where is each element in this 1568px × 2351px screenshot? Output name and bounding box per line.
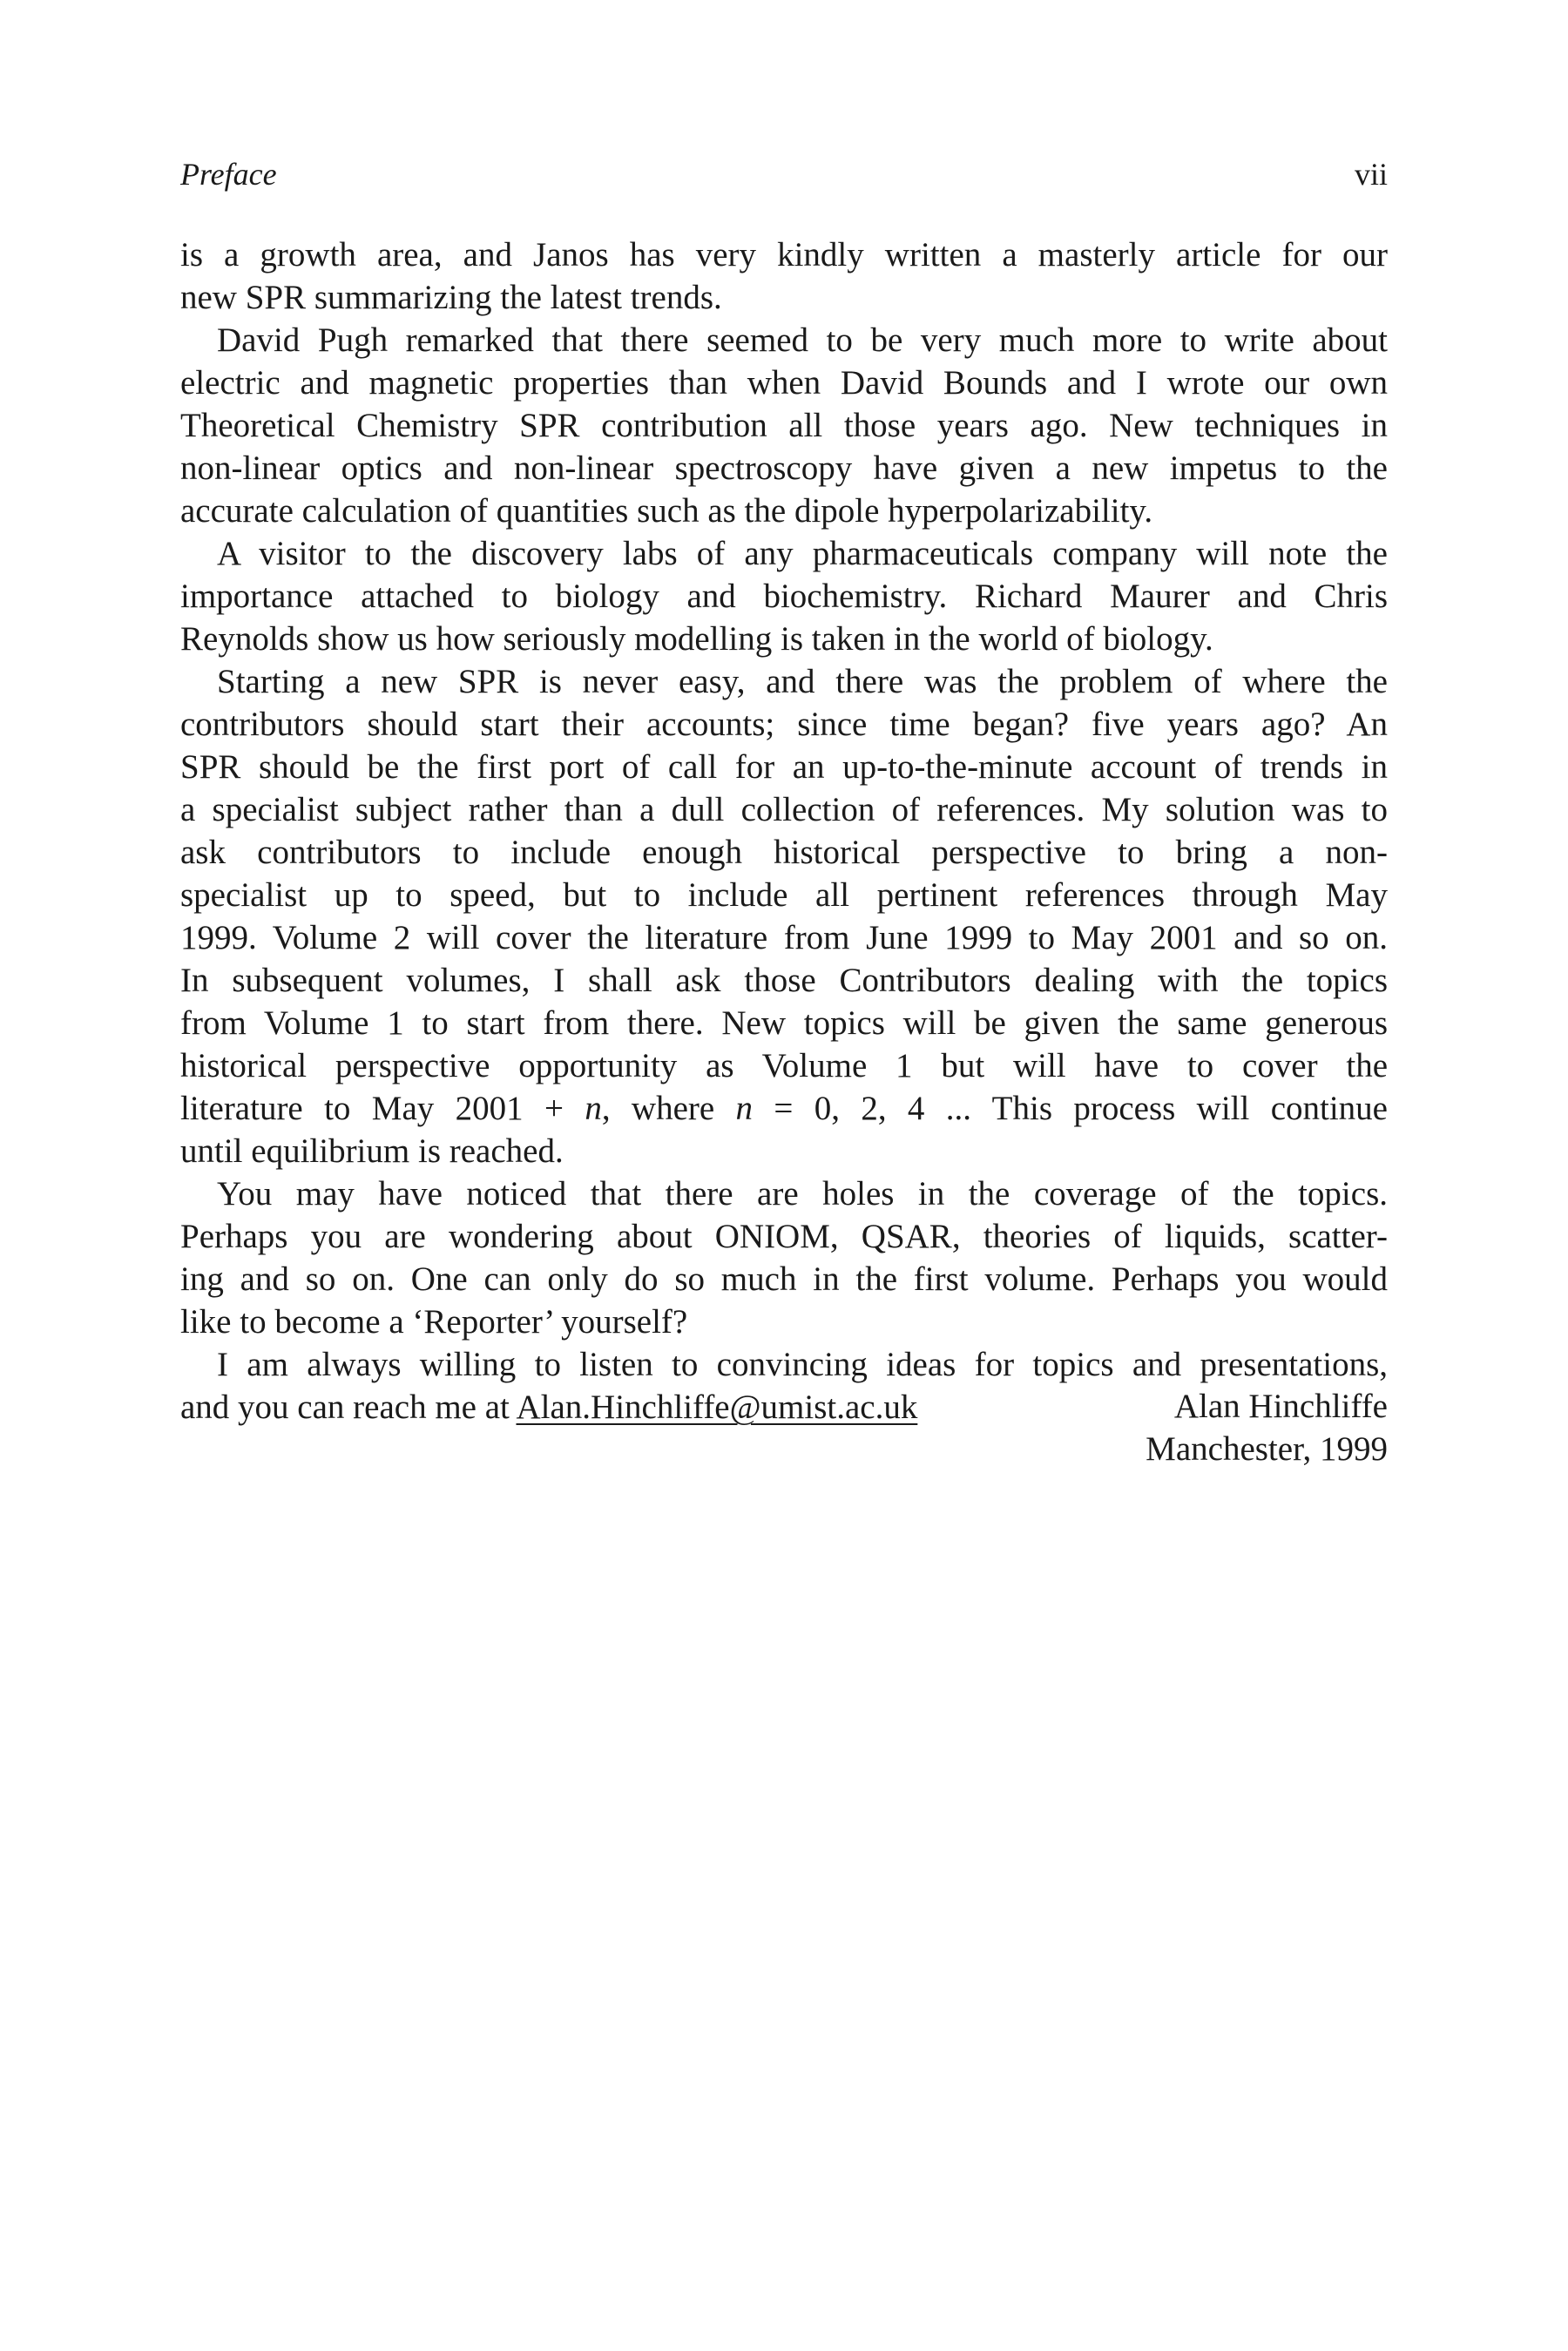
- text-line: specialist up to speed, but to include all pertinent references through May: [180, 876, 1388, 914]
- text-line: historical perspective opportunity as Volume 1 but will have to cover the: [180, 1047, 1388, 1084]
- text-line: electric and magnetic properties than when David Bounds and I wrote our own: [180, 364, 1388, 402]
- text-line: accurate calculation of quantities such as the dipole hyperpolarizability.: [180, 492, 1153, 530]
- text-line: I am always willing to listen to convincing ideas for topics and presentations,: [217, 1346, 1388, 1383]
- text-line: SPR should be the first port of call for an up-to-the-minute account of trends in: [180, 748, 1388, 786]
- running-head: [180, 153, 1388, 195]
- text-line: importance attached to biology and biochemistry. Richard Maurer and Chris: [180, 578, 1388, 615]
- text-line: from Volume 1 to start from there. New topics will be given the same generous: [180, 1004, 1388, 1042]
- text-line: Perhaps you are wondering about ONIOM, QSAR, theories of liquids, scatter-: [180, 1218, 1388, 1255]
- text-line: You may have noticed that there are holes in the coverage of the topics.: [217, 1175, 1388, 1213]
- text-line: new SPR summarizing the latest trends.: [180, 279, 722, 316]
- preface-body: [180, 233, 1388, 1429]
- text-line: David Pugh remarked that there seemed to be very much more to write about: [217, 321, 1388, 359]
- signature-block: [1146, 1385, 1388, 1470]
- page-number: vii: [1354, 157, 1388, 192]
- text-line: In subsequent volumes, I shall ask those Contributors dealing with the topics: [180, 962, 1388, 999]
- text-line: until equilibrium is reached.: [180, 1132, 564, 1170]
- running-head-title: Preface: [180, 157, 277, 192]
- text-line: ask contributors to include enough historical perspective to bring a non-: [180, 834, 1388, 871]
- text-line: A visitor to the discovery labs of any pharmaceuticals company will note the: [217, 535, 1388, 572]
- text-line: contributors should start their accounts; since time began? five years ago? An: [180, 706, 1388, 743]
- variable-n: n: [585, 1090, 602, 1127]
- email-link[interactable]: Alan.Hinchliffe@umist.ac.uk: [516, 1388, 918, 1426]
- text-line: 1999. Volume 2 will cover the literature from June 1999 to May 2001 and so on.: [180, 919, 1388, 956]
- text-line: Reynolds show us how seriously modelling is taken in the world of biology.: [180, 620, 1213, 658]
- variable-n: n: [735, 1090, 754, 1127]
- text-line: like to become a ‘Reporter’ yourself?: [180, 1303, 688, 1341]
- text-line: ing and so on. One can only do so much in the first volume. Perhaps you would: [180, 1260, 1388, 1298]
- formula-suffix: = 0, 2, 4 ... This process will continue: [753, 1090, 1388, 1127]
- formula-prefix: literature to May 2001 +: [180, 1090, 585, 1127]
- text-line: is a growth area, and Janos has very kindly written a masterly article for our: [180, 236, 1388, 274]
- text-fragment: and you can reach me at: [180, 1388, 517, 1426]
- author-name: Alan Hinchliffe: [1173, 1388, 1388, 1425]
- place-date: Manchester, 1999: [1146, 1430, 1388, 1468]
- text-line: Starting a new SPR is never easy, and there was the problem of where the: [217, 663, 1388, 700]
- text-line: non-linear optics and non-linear spectroscopy have given a new impetus to the: [180, 449, 1388, 487]
- text-line: a specialist subject rather than a dull collection of references. My solution was to: [180, 791, 1388, 828]
- text-line-formula: [180, 1087, 1388, 1130]
- text-line: Theoretical Chemistry SPR contribution all those years ago. New techniques in: [180, 407, 1388, 444]
- formula-mid: , where: [601, 1090, 736, 1127]
